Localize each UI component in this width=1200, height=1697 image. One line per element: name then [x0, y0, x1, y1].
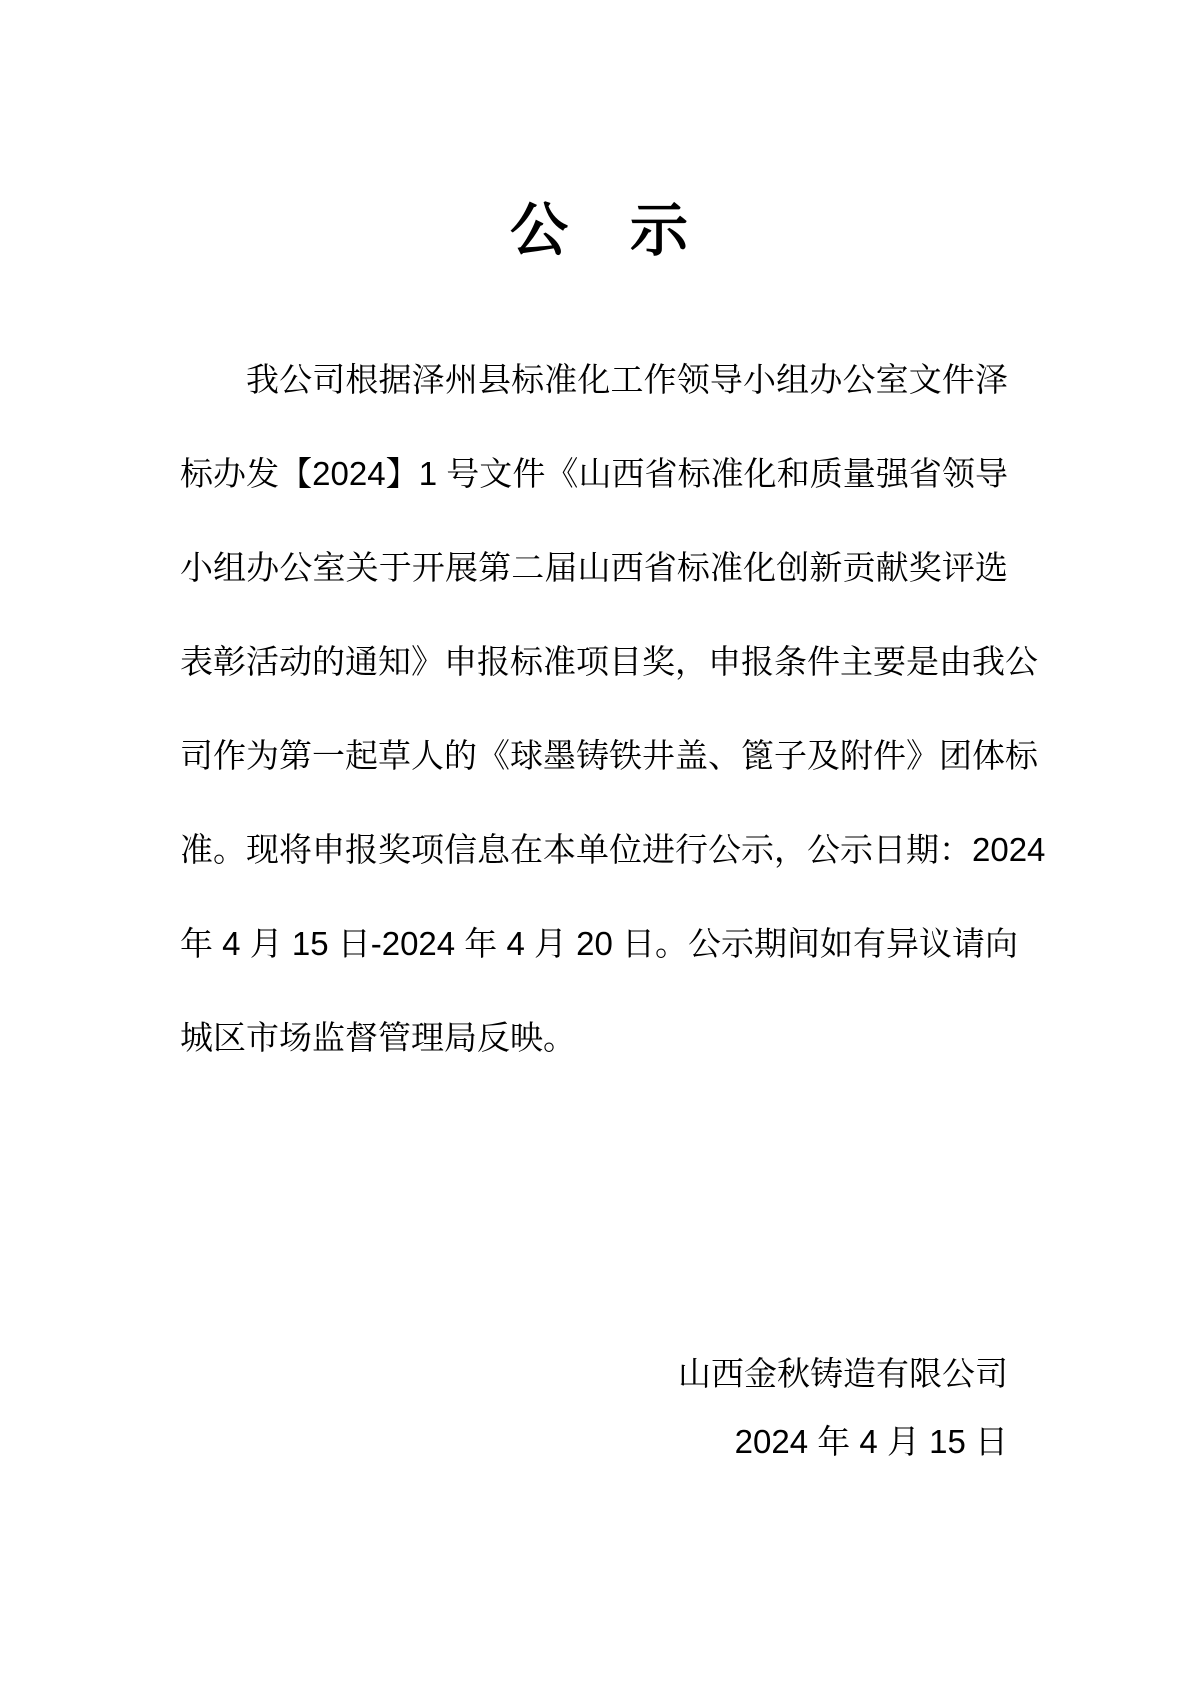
body-line: 标办发【2024】1 号文件《山西省标准化和质量强省领导	[180, 455, 1008, 492]
body-line: 我公司根据泽州县标准化工作领导小组办公室文件泽	[246, 361, 1008, 398]
body-line: 城区市场监督管理局反映。	[180, 1019, 576, 1056]
signature-date: 2024 年 4 月 15 日	[734, 1423, 1008, 1460]
body-line: 准。现将申报奖项信息在本单位进行公示，公示日期：2024	[180, 831, 1046, 868]
signature-block	[180, 1340, 1094, 1476]
body-line: 司作为第一起草人的《球墨铸铁井盖、篦子及附件》团体标	[180, 737, 1038, 774]
signature-company: 山西金秋铸造有限公司	[678, 1355, 1008, 1392]
body-line: 小组办公室关于开展第二届山西省标准化创新贡献奖评选	[180, 549, 1008, 586]
body-line: 表彰活动的通知》申报标准项目奖，申报条件主要是由我公	[180, 643, 1038, 680]
page-title: 公 示	[509, 198, 690, 263]
notice-body-paragraph	[180, 333, 1046, 1085]
body-line: 年 4 月 15 日-2024 年 4 月 20 日。公示期间如有异议请向	[180, 925, 1019, 962]
